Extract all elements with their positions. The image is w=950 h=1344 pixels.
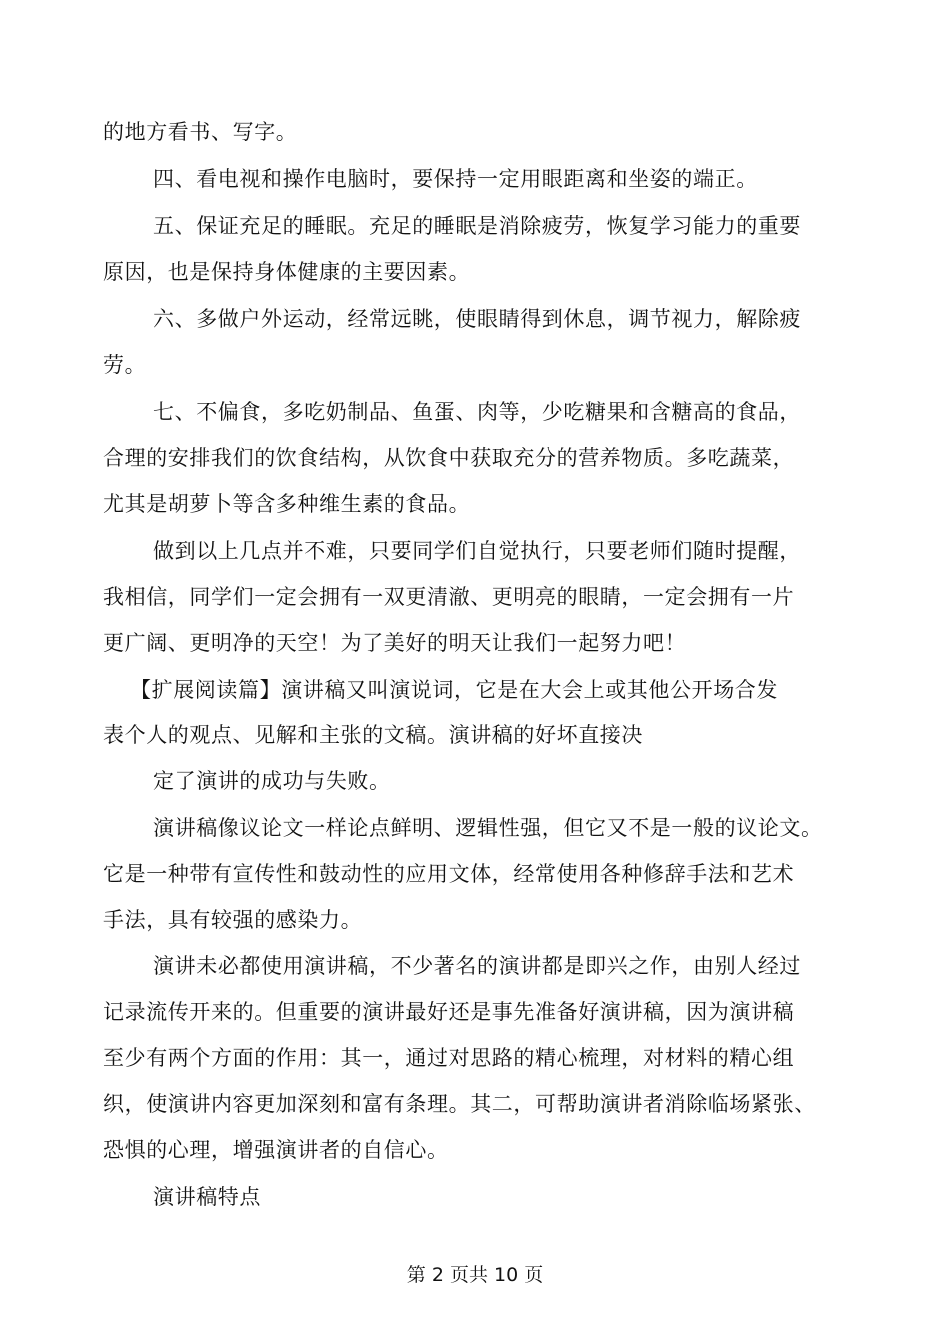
- text-line: 记录流传开来的。但重要的演讲最好还是事先准备好演讲稿，因为演讲稿: [103, 1000, 795, 1024]
- text-line: 合理的安排我们的饮食结构，从饮食中获取充分的营养物质。多吃蔬菜，: [103, 446, 795, 470]
- text-line: 劳。: [103, 353, 147, 377]
- text-line: 做到以上几点并不难，只要同学们自觉执行，只要老师们随时提醒，: [153, 539, 801, 563]
- text-line: 定了演讲的成功与失败。: [153, 769, 391, 793]
- text-line: 手法，具有较强的感染力。: [103, 908, 363, 932]
- text-line: 四、看电视和操作电脑时，要保持一定用眼距离和坐姿的端正。: [153, 167, 758, 191]
- text-line: 演讲稿特点: [153, 1185, 261, 1209]
- page-number-footer: 第 2 页共 10 页: [406, 1264, 544, 1286]
- text-line: 恐惧的心理，增强演讲者的自信心。: [103, 1138, 449, 1162]
- text-line: 原因，也是保持身体健康的主要因素。: [103, 260, 471, 284]
- text-line: 表个人的观点、见解和主张的文稿。演讲稿的好坏直接决: [103, 723, 643, 747]
- text-line: 我相信，同学们一定会拥有一双更清澈、更明亮的眼睛，一定会拥有一片: [103, 585, 795, 609]
- text-line: 五、保证充足的睡眠。充足的睡眠是消除疲劳，恢复学习能力的重要: [153, 214, 801, 238]
- text-line: 它是一种带有宣传性和鼓动性的应用文体，经常使用各种修辞手法和艺术: [103, 862, 795, 886]
- text-line: 织，使演讲内容更加深刻和富有条理。其二，可帮助演讲者消除临场紧张、: [103, 1092, 816, 1116]
- text-line: 至少有两个方面的作用：其一，通过对思路的精心梳理，对材料的精心组: [103, 1046, 795, 1070]
- text-line: 演讲稿像议论文一样论点鲜明、逻辑性强，但它又不是一般的议论文。: [153, 816, 823, 840]
- text-line: 尤其是胡萝卜等含多种维生素的食品。: [103, 492, 471, 516]
- text-line: 七、不偏食，多吃奶制品、鱼蛋、肉等，少吃糖果和含糖高的食品，: [153, 400, 801, 424]
- text-line: 更广阔、更明净的天空！为了美好的明天让我们一起努力吧！: [103, 631, 687, 655]
- text-line: 六、多做户外运动，经常远眺，使眼睛得到休息，调节视力，解除疲: [153, 307, 801, 331]
- text-line: 演讲未必都使用演讲稿，不少著名的演讲都是即兴之作，由别人经过: [153, 954, 801, 978]
- text-line: 【扩展阅读篇】演讲稿又叫演说词，它是在大会上或其他公开场合发: [130, 678, 778, 702]
- text-line: 的地方看书、写字。: [103, 120, 298, 144]
